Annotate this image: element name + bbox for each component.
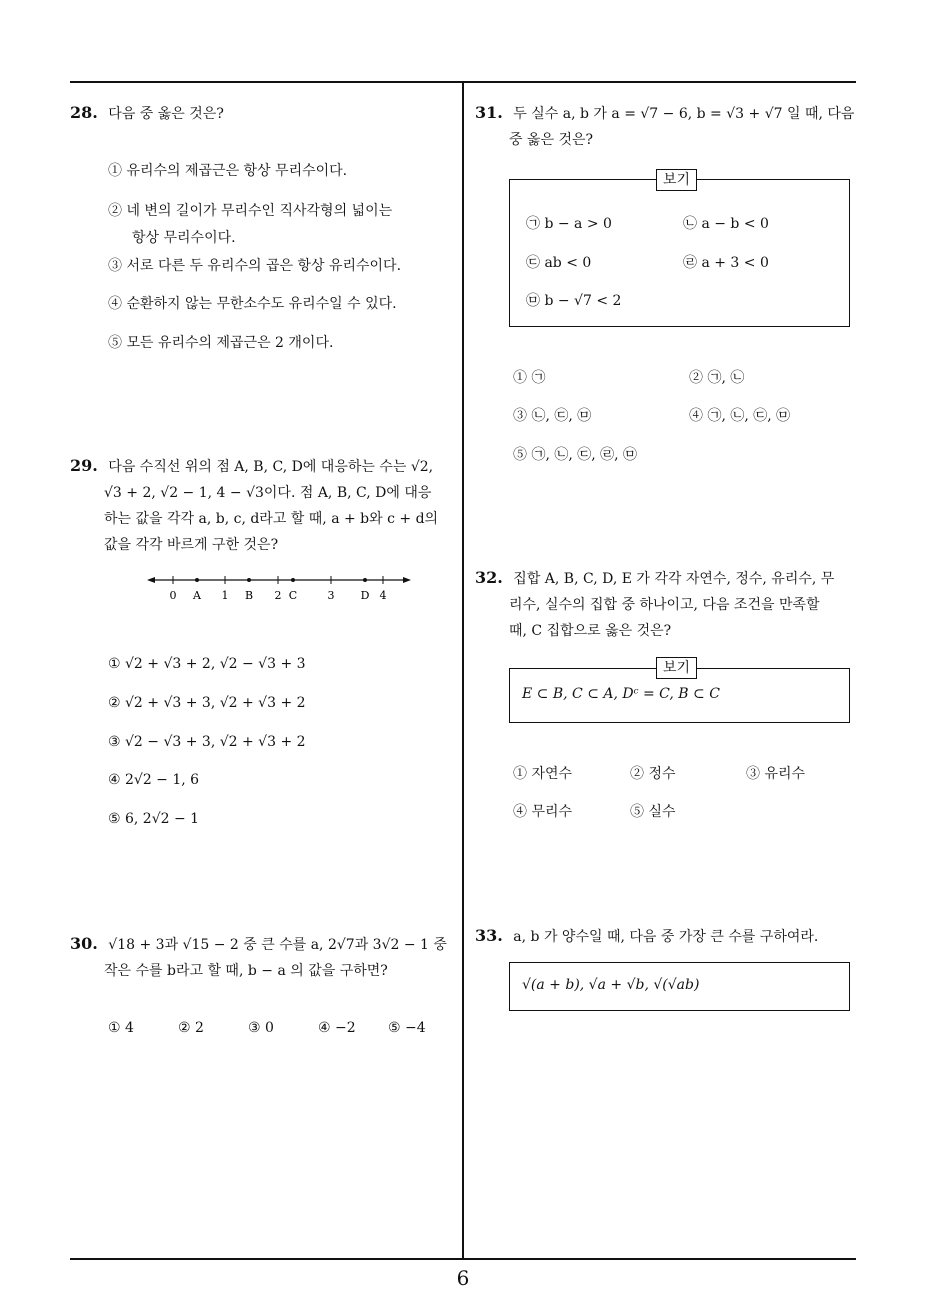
bogi-item-3: ㉢ ab < 0 (526, 255, 592, 271)
choice-4: ④ 2√2 − 1, 6 (108, 772, 200, 788)
question-stem-line-4: 값을 각각 바르게 구한 것은? (104, 537, 279, 553)
question-stem-line-3: 때, C 집합으로 옳은 것은? (509, 623, 672, 639)
question-stem-line-1: 집합 A, B, C, D, E 가 각각 자연수, 정수, 유리수, 무 (513, 571, 835, 587)
choice-5: ⑤ 6, 2√2 − 1 (108, 811, 200, 827)
question-stem-line-3: 하는 값을 각각 a, b, c, d라고 할 때, a + b와 c + d의 (104, 511, 439, 527)
question-28 (70, 102, 224, 126)
choice-3: ③ 서로 다른 두 유리수의 곱은 항상 유리수이다. (108, 258, 402, 274)
question-number: 30. (70, 934, 98, 953)
question-stem-line-1: √18 + 3과 √15 − 2 중 큰 수를 a, 2√7과 3√2 − 1 중 (108, 937, 447, 953)
choice-1: ① √2 + √3 + 2, √2 − √3 + 3 (108, 656, 306, 672)
bogi-condition: E ⊂ B, C ⊂ A, Dᶜ = C, B ⊂ C (522, 686, 720, 702)
column-divider (462, 81, 464, 1259)
numberline-label-D: D (360, 589, 370, 602)
point-c (291, 578, 295, 582)
choice-4: ④ ㉠, ㉡, ㉢, ㉤ (689, 408, 791, 424)
number-line (145, 568, 415, 608)
bogi-label: 보기 (656, 169, 697, 191)
choice-2: ② ㉠, ㉡ (689, 370, 745, 386)
choice-2: ② 정수 (630, 766, 676, 782)
bogi-item-4: ㉣ a + 3 < 0 (683, 255, 769, 271)
question-stem-line-2: √3 + 2, √2 − 1, 4 − √3이다. 점 A, B, C, D에 대응 (104, 485, 432, 501)
point-a (195, 578, 199, 582)
question-stem-line-1: 두 실수 a, b 가 a = √7 − 6, b = √3 + √7 일 때, 다음 (513, 106, 855, 122)
choice-1: ① 자연수 (513, 766, 573, 782)
numberline-label-B: B (244, 589, 254, 602)
question-stem-line-2: 리수, 실수의 집합 중 하나이고, 다음 조건을 만족할 (509, 597, 820, 613)
choice-1: ① 유리수의 제곱근은 항상 무리수이다. (108, 163, 348, 179)
box-expression: √(a + b), √a + √b, √(√ab) (522, 977, 700, 993)
numberline-label-4: 4 (379, 589, 387, 602)
choice-4: ④ 순환하지 않는 무한소수도 유리수일 수 있다. (108, 296, 397, 312)
question-29 (70, 455, 433, 479)
question-number: 32. (475, 568, 503, 587)
question-stem: 다음 중 옳은 것은? (108, 106, 224, 122)
question-number: 29. (70, 456, 98, 475)
choice-4: ④ 무리수 (513, 804, 573, 820)
question-number: 33. (475, 926, 503, 945)
choice-2: ② 네 변의 길이가 무리수인 직사각형의 넓이는 (108, 203, 393, 219)
numberline-label-2: 2 (274, 589, 282, 602)
numberline-label-0: 0 (169, 589, 177, 602)
question-30 (70, 933, 447, 957)
numberline-label-3: 3 (327, 589, 335, 602)
question-number: 28. (70, 103, 98, 122)
bogi-item-2: ㉡ a − b < 0 (683, 216, 769, 232)
numberline-label-C: C (288, 589, 298, 602)
numberline-label-A: A (193, 589, 201, 602)
question-stem-line-1: 다음 수직선 위의 점 A, B, C, D에 대응하는 수는 √2, (108, 459, 434, 475)
question-31 (475, 102, 854, 126)
choice-4: ④ −2 (318, 1020, 356, 1036)
bogi-label: 보기 (656, 657, 697, 679)
choice-3: ③ 유리수 (746, 766, 806, 782)
choice-3: ③ ㉡, ㉢, ㉤ (513, 408, 592, 424)
choice-2: ② 2 (178, 1020, 204, 1036)
choice-1: ① ㉠ (513, 370, 546, 386)
point-d (363, 578, 367, 582)
choice-5: ⑤ 모든 유리수의 제곱근은 2 개이다. (108, 335, 334, 351)
choice-2: ② √2 + √3 + 3, √2 + √3 + 2 (108, 695, 306, 711)
choice-2-cont: 항상 무리수이다. (132, 230, 236, 246)
bogi-item-1: ㉠ b − a > 0 (526, 216, 612, 232)
choice-3: ③ 0 (248, 1020, 274, 1036)
question-stem-line-2: 중 옳은 것은? (509, 132, 594, 148)
question-32 (475, 567, 834, 591)
page-number: 6 (456, 1266, 470, 1290)
choice-5: ⑤ −4 (388, 1020, 426, 1036)
numberline-label-1: 1 (221, 589, 229, 602)
choice-5: ⑤ ㉠, ㉡, ㉢, ㉣, ㉤ (513, 447, 638, 463)
question-stem: a, b 가 양수일 때, 다음 중 가장 큰 수를 구하여라. (513, 929, 819, 945)
choice-3: ③ √2 − √3 + 3, √2 + √3 + 2 (108, 734, 306, 750)
question-33 (475, 925, 818, 949)
question-stem-line-2: 작은 수를 b라고 할 때, b − a 의 값을 구하면? (104, 963, 388, 979)
choice-5: ⑤ 실수 (630, 804, 676, 820)
bogi-item-5: ㉤ b − √7 < 2 (526, 293, 622, 309)
point-b (247, 578, 251, 582)
choice-1: ① 4 (108, 1020, 134, 1036)
bottom-rule (70, 1258, 856, 1260)
question-number: 31. (475, 103, 503, 122)
